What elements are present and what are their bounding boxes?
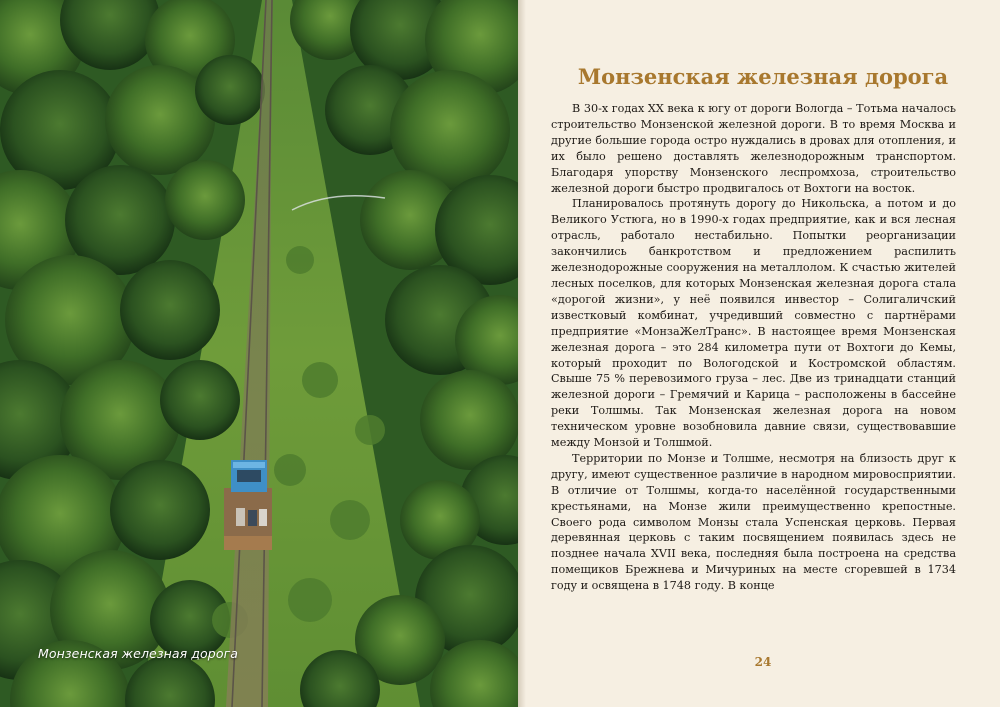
page-number: 24	[754, 655, 772, 669]
paragraph: Планировалось протянуть дорогу до Никольска, а потом и до Великого Устюга, но в 1990-х годах предприятие, как и вся лесная отрасль, работало нестабильно. Попытки реорганизации закончились банкротством и предложением распилить железнодорожные сооружения на металлолом. К счастью жителей лесных поселков, для которых Монзенская железная дорога стала «дорогой жизни», у неё появился инвестор – Солигаличский известковый комбинат, учредивший совместно с партнёрами предприятие «МонзаЖелТранс». В настоящее время Монзенская железная дорога – это 284 километра пути от Вохтоги до Кемы, который проходит по Вологодской и Костромской областям. Свыше 75 % перевозимого груза – лес. Две из тринадцати станций железной дороги – Гремячий и Карица – расположены в бассейне реки Толшмы. Так Монзенская железная дорога на новом техническом уровне возобновила давние связи, существовавшие между Монзой и Толшмой.	[551, 197, 956, 450]
text-page	[526, 0, 1000, 707]
page-gutter	[518, 0, 526, 707]
article-title: Монзенская железная дорога	[577, 64, 949, 89]
photo-caption: Монзенская железная дорога	[38, 646, 238, 661]
railcar	[224, 460, 272, 550]
article-body	[551, 101, 956, 594]
paragraph: Территории по Монзе и Толшме, несмотря на близость друг к другу, имеют существенное различие в народном мировосприятии. В отличие от Толшмы, когда-то населённой государственными крестьянами, на Монзе жили преимущественно крепостные. Своего рода символом Монзы стала Успенская церковь. Первая деревянная церковь с таким посвящением появилась здесь не позднее начала XVII века, последняя была построена на средства помещиков Брежнева и Мичуриных на месте сгоревшей в 1734 году и освящена в 1748 году. В конце	[551, 451, 956, 593]
paragraph: В 30-х годах XX века к югу от дороги Вологда – Тотьма началось строительство Монзенской железной дороги. В то время Москва и другие большие города остро нуждались в дровах для отопления, и их было решено доставлять железнодорожным транспортом. Благодаря упорству Монзенского леспромхоза, строительство железной дороги быстро продвигалось от Вохтоги на восток.	[551, 102, 956, 195]
